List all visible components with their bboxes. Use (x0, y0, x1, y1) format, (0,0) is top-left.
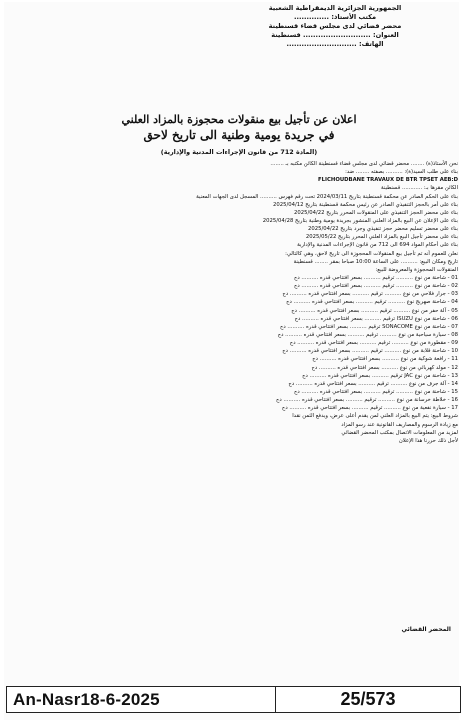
body-line: 10 - شاحنة قلابة من نوع .......... ترقيم .......... بسعر افتتاحي قدره .......... دج (282, 348, 458, 355)
body-line: 01 - شاحنة من نوع .......... ترقيم .......... بسعر افتتاحي قدره .......... دج (293, 274, 458, 281)
body-line: نعلن للعموم أنه تم تأجيل بيع المنقولات المحجوزة الى تاريخ لاحق، وهي كالتالي: (285, 250, 458, 257)
body-line: 02 - شاحنة من نوع .......... ترقيم .......... بسعر افتتاحي قدره .......... دج (293, 283, 458, 290)
body-line: نحن الأستاذ(ة) ........ محضر قضائي لدى مجلس قضاء قسنطينة الكائن مكتبه بـ ........ (270, 161, 458, 167)
header-line: مكتب الأستاذ: .............. (293, 13, 377, 21)
body-line: 07 - شاحنة من نوع SONACOME ترقيم .......... بسعر افتتاحي قدره .......... دج (279, 323, 458, 330)
body-line: بناء على الحكم الصادر عن محكمة قسنطينة بتاريخ 2024/03/11 تحت رقم فهرس .......... المسجل لدى الجهات المعنية (196, 193, 458, 200)
body-line: 04 - شاحنة صهريج نوع .......... ترقيم .......... بسعر افتتاحي قدره .......... دج (286, 299, 458, 306)
header-line: الهاتف: ............................ (286, 40, 384, 48)
body-line: 12 - مولد كهربائي من نوع .......... بسعر افتتاحي قدره .......... دج (311, 364, 458, 371)
office-header (217, 4, 453, 49)
publication-reference: An-Nasr18-6-2025 (13, 689, 160, 709)
body-line: FLICHOUDBANE TRAVAUX DE BTR TPSET AEB:D (318, 177, 458, 184)
body-line: بناء على محضر تسليم محضر حجز تنفيذي وجرد بتاريخ 2025/04/22 (308, 226, 458, 233)
body-line: 11 - رافعة شوكية من نوع .......... بسعر افتتاحي قدره .......... دج (312, 356, 458, 363)
body-line: 15 - شاحنة من نوع .......... ترقيم .......... بسعر افتتاحي قدره .......... دج (293, 388, 458, 395)
title-line: اعلان عن تأجيل بيع منقولات محجوزة بالمزاد العلني (121, 113, 357, 126)
newspaper-stamp (6, 686, 461, 713)
body-line: 05 - آلة حفر من نوع .......... ترقيم .......... بسعر افتتاحي قدره .......... دج (291, 307, 458, 314)
body-line: تاريخ ومكان البيع: .......... على الساعة 10:00 صباحا بمقر ........ قسنطينة (293, 258, 458, 265)
body-line: 17 - سيارة نفعية من نوع .......... ترقيم .......... بسعر افتتاحي قدره .......... دج (281, 405, 458, 412)
body-line: الكائن مقرها بـ: ............ قسنطينة (381, 185, 458, 192)
title-line: في جريدة يومية وطنية الى تاريخ لاحق (143, 128, 335, 142)
announcement-title (99, 112, 379, 143)
body-line: شروط البيع: يتم البيع بالمزاد العلني لمن يقدم أعلى عرض، ويدفع الثمن نقدا (292, 413, 458, 420)
body-line: 13 - شاحنة من نوع JAC ترقيم .......... بسعر افتتاحي قدره .......... دج (302, 372, 458, 379)
body-line: 16 - خلاطة خرسانة من نوع .......... ترقيم .......... بسعر افتتاحي قدره .......... دج (275, 397, 458, 404)
body-line: 09 - مقطورة من نوع .......... ترقيم .......... بسعر افتتاحي قدره .......... دج (289, 340, 458, 347)
body-line: بناء على الإعلان عن البيع بالمزاد العلني المنشور بجريدة يومية وطنية بتاريخ 2025/04/28 (262, 217, 458, 224)
body-line: 08 - سيارة سياحية من نوع .......... ترقيم .......... بسعر افتتاحي قدره .......... دج (277, 331, 458, 338)
legal-reference: (المادة 712 من قانون الإجراءات المدنية والإدارية) (160, 148, 318, 156)
body-line: 03 - جرار فلاحي من نوع .......... ترقيم .......... بسعر افتتاحي قدره .......... دج (282, 291, 458, 298)
body-line: المنقولات المحجوزة والمعروضة للبيع: (375, 266, 458, 273)
header-line: الجمهورية الجزائرية الديمقراطية الشعبية (268, 4, 402, 12)
body-line: 06 - شاحنة من نوع ISUZU ترقيم .......... بسعر افتتاحي قدره .......... دج (294, 315, 458, 322)
body-line: لأجل ذلك حررنا هذا الإعلان (398, 437, 458, 444)
body-line: بناء على أحكام المواد 694 الى 712 من قانون الإجراءات المدنية والإدارية (297, 242, 458, 249)
body-line: بناء على محضر تأجيل البيع بالمزاد العلني المحرر بتاريخ 2025/05/22 (305, 234, 458, 241)
signature-label: المحضر القضائي (401, 626, 451, 633)
body-line: بناء على أمر بالحجز التنفيذي الصادر عن رئيس محكمة قسنطينة بتاريخ 2025/04/12 (273, 201, 458, 208)
body-line: لمزيد من المعلومات الاتصال بمكتب المحضر القضائي (341, 429, 458, 436)
body-line: 14 - آلة جرف من نوع .......... ترقيم .......... بسعر افتتاحي قدره .......... دج (288, 380, 458, 387)
publication-number: 25/573 (340, 689, 396, 709)
body-line: بناء على محضر الحجز التنفيذي على المنقولات المحرر بتاريخ 2025/04/22 (294, 209, 458, 216)
header-line: العنوان: ........................... قسنطينة (271, 31, 399, 39)
header-line: محضر قضائي لدى مجلس قضاء قسنطينة (268, 22, 402, 30)
document-page (4, 2, 459, 720)
announcement-body (12, 160, 458, 445)
body-line: بناء على طلب السيد(ة): .......... بصفته ........ ضد: (345, 169, 458, 176)
body-line: مع زيادة الرسوم والمصاريف القانونية عند رسو المزاد (341, 421, 458, 428)
